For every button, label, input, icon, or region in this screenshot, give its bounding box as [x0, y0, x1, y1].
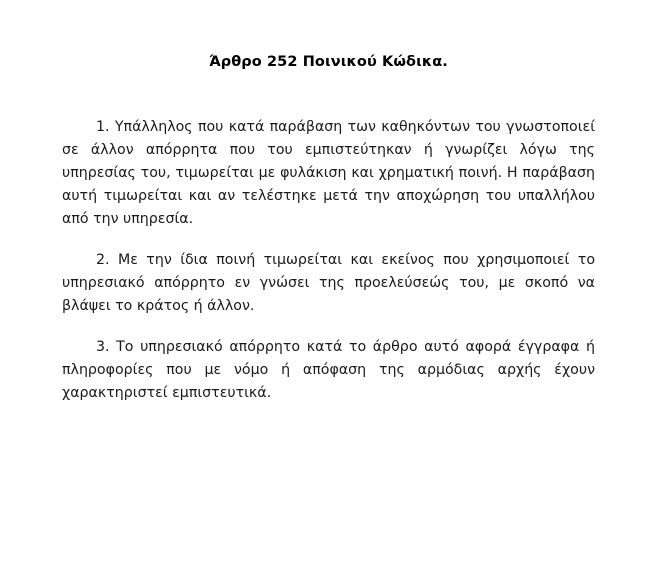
paragraph-1: 1. Υπάλληλος που κατά παράβαση των καθηκόντων του γνωστοποιεί σε άλλον απόρρητα που του εμπιστεύτηκαν ή γνωρίζει λόγω της υπηρεσίας του, τιμωρείται με φυλάκιση και χρηματική ποινή. Η παράβαση αυτή τιμωρείται και αν τελέστηκε μετά την αποχώρηση του υπαλλήλου από την υπηρεσία. — [62, 119, 595, 228]
paragraph-2: 2. Με την ίδια ποινή τιμωρείται και εκείνος που χρησιμοποιεί το υπηρεσιακό απόρρητο εν γνώσει της προελεύσεώς του, με σκοπό να βλάψει το κράτος ή άλλον. — [62, 252, 595, 315]
paragraph-3: 3. Το υπηρεσιακό απόρρητο κατά το άρθρο αυτό αφορά έγγραφα ή πληροφορίες που με νόμο ή απόφαση της αρμόδιας αρχής έχουν χαρακτηριστεί εμπιστευτικά. — [62, 339, 595, 402]
page-title: Άρθρο 252 Ποινικού Κώδικα. — [209, 54, 448, 70]
